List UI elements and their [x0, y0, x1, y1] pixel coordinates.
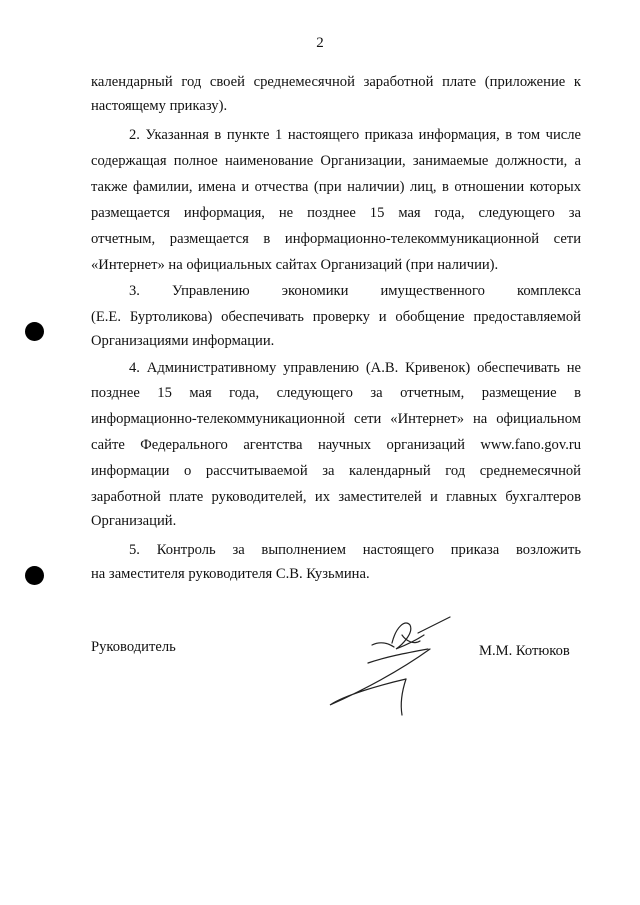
signatory-title: Руководитель	[91, 639, 176, 655]
text-line: 2. Указанная в пункте 1 настоящего приказа информация, в том числе	[129, 127, 581, 143]
handwritten-signature	[310, 605, 480, 725]
binder-hole-mark	[25, 566, 44, 585]
text-line: сайте Федерального агентства научных организаций www.fano.gov.ru	[91, 437, 581, 453]
text-line: 5. Контроль за выполнением настоящего приказа возложить	[129, 542, 581, 558]
text-line: (Е.Е. Буртоликова) обеспечивать проверку и обобщение предоставляемой	[91, 309, 581, 325]
text-line: 4. Административному управлению (А.В. Кривенок) обеспечивать не	[129, 360, 581, 376]
text-line: отчетным, размещается в информационно-телекоммуникационной сети	[91, 231, 581, 247]
text-line: информационно-телекоммуникационной сети «Интернет» на официальном	[91, 411, 581, 427]
page-number: 2	[316, 35, 324, 51]
signatory-name: М.М. Котюков	[479, 643, 570, 659]
text-line: календарный год своей среднемесячной заработной плате (приложение к	[91, 74, 581, 90]
text-line: заработной плате руководителей, их заместителей и главных бухгалтеров	[91, 489, 581, 505]
text-line: информации о рассчитываемой за календарный год среднемесячной	[91, 463, 581, 479]
text-line: содержащая полное наименование Организации, занимаемые должности, а	[91, 153, 581, 169]
text-line: «Интернет» на официальных сайтах Организаций (при наличии).	[91, 257, 499, 273]
text-line: на заместителя руководителя С.В. Кузьмина.	[91, 566, 370, 582]
text-line: 3. Управлению экономики имущественного комплекса	[129, 283, 581, 299]
text-line: размещается информация, не позднее 15 мая года, следующего за	[91, 205, 581, 221]
text-line: позднее 15 мая года, следующего за отчетным, размещение в	[91, 385, 581, 401]
text-line: также фамилии, имена и отчества (при наличии) лиц, в отношении которых	[91, 179, 581, 195]
text-line: Организациями информации.	[91, 333, 275, 349]
binder-hole-mark	[25, 322, 44, 341]
text-line: Организаций.	[91, 513, 177, 529]
text-line: настоящему приказу).	[91, 98, 228, 114]
